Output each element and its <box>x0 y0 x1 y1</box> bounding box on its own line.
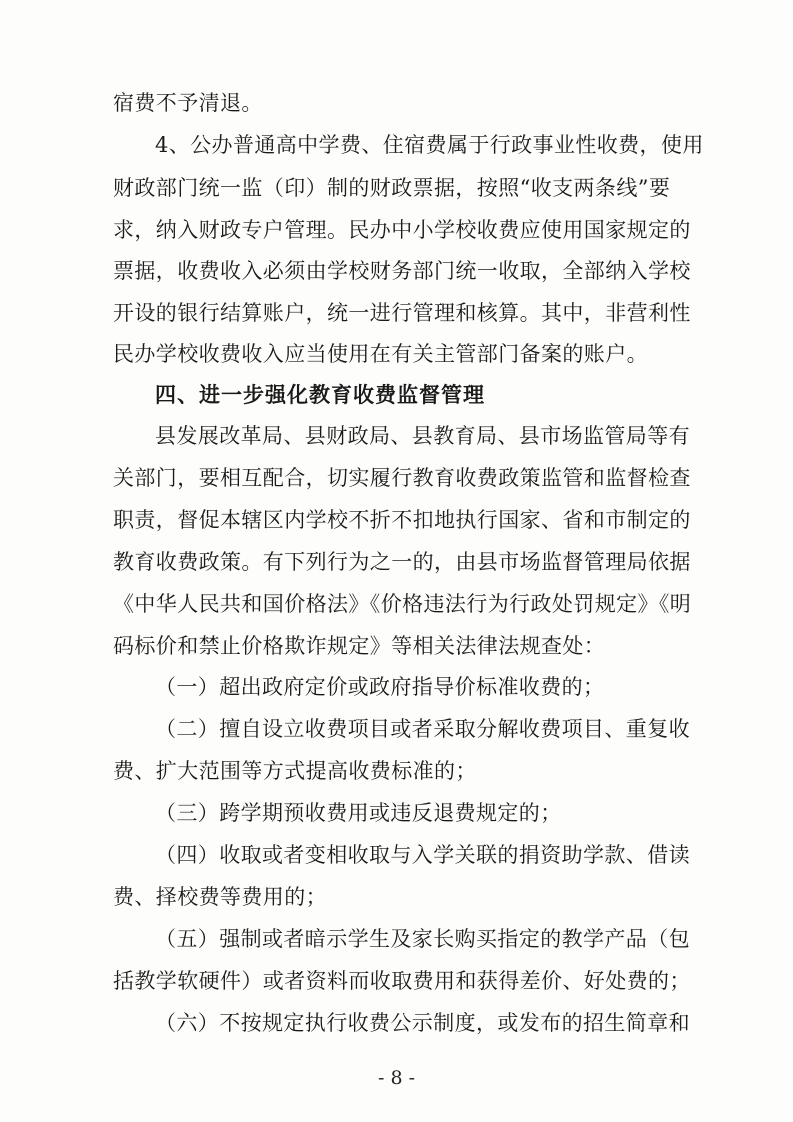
list-item-3: （三）跨学期预收费用或违反退费规定的； <box>155 801 562 825</box>
text-line: 关部门，要相互配合，切实履行教育收费政策监管和监督检查 <box>113 466 691 490</box>
list-item-4-cont: 费、择校费等费用的； <box>113 885 327 909</box>
text-line: 码标价和禁止价格欺诈规定》等相关法律法规查处： <box>113 634 606 658</box>
paragraph-4-start: 4、公办普通高中学费、住宿费属于行政事业性收费，使用 <box>155 133 704 157</box>
text-line: 民办学校收费收入应当使用在有关主管部门备案的账户。 <box>113 342 648 366</box>
list-item-2-cont: 费、扩大范围等方式提高收费标准的； <box>113 759 477 783</box>
text-line: 宿费不予清退。 <box>113 91 263 115</box>
page-number: - 8 - <box>377 1067 415 1089</box>
text-line: 职责，督促本辖区内学校不折不扣地执行国家、省和市制定的 <box>113 508 691 532</box>
text-line: 开设的银行结算账户，统一进行管理和核算。其中，非营利性 <box>113 301 691 325</box>
list-item-5: （五）强制或者暗示学生及家长购买指定的教学产品（包 <box>155 927 690 951</box>
list-item-6: （六）不按规定执行收费公示制度，或发布的招生简章和 <box>155 1011 690 1035</box>
list-item-2: （二）擅自设立收费项目或者采取分解收费项目、重复收 <box>155 717 690 741</box>
text-line: 教育收费政策。有下列行为之一的，由县市场监督管理局依据 <box>113 550 691 574</box>
text-line: 《中华人民共和国价格法》《价格违法行为行政处罚规定》《明 <box>113 592 692 616</box>
list-item-4: （四）收取或者变相收取与入学关联的捐资助学款、借读 <box>155 843 690 867</box>
text-line: 票据，收费收入必须由学校财务部门统一收取，全部纳入学校 <box>113 259 691 283</box>
text-line: 财政部门统一监（印）制的财政票据，按照“收支两条线”要 <box>113 176 671 200</box>
list-item-1: （一）超出政府定价或政府指导价标准收费的； <box>155 675 605 699</box>
list-item-5-cont: 括教学软硬件）或者资料而收取费用和获得差价、好处费的； <box>113 969 691 993</box>
paragraph-start: 县发展改革局、县财政局、县教育局、县市场监管局等有 <box>155 424 690 448</box>
section-heading: 四、进一步强化教育收费监督管理 <box>155 382 485 407</box>
text-line: 求，纳入财政专户管理。民办中小学校收费应使用国家规定的 <box>113 218 691 242</box>
